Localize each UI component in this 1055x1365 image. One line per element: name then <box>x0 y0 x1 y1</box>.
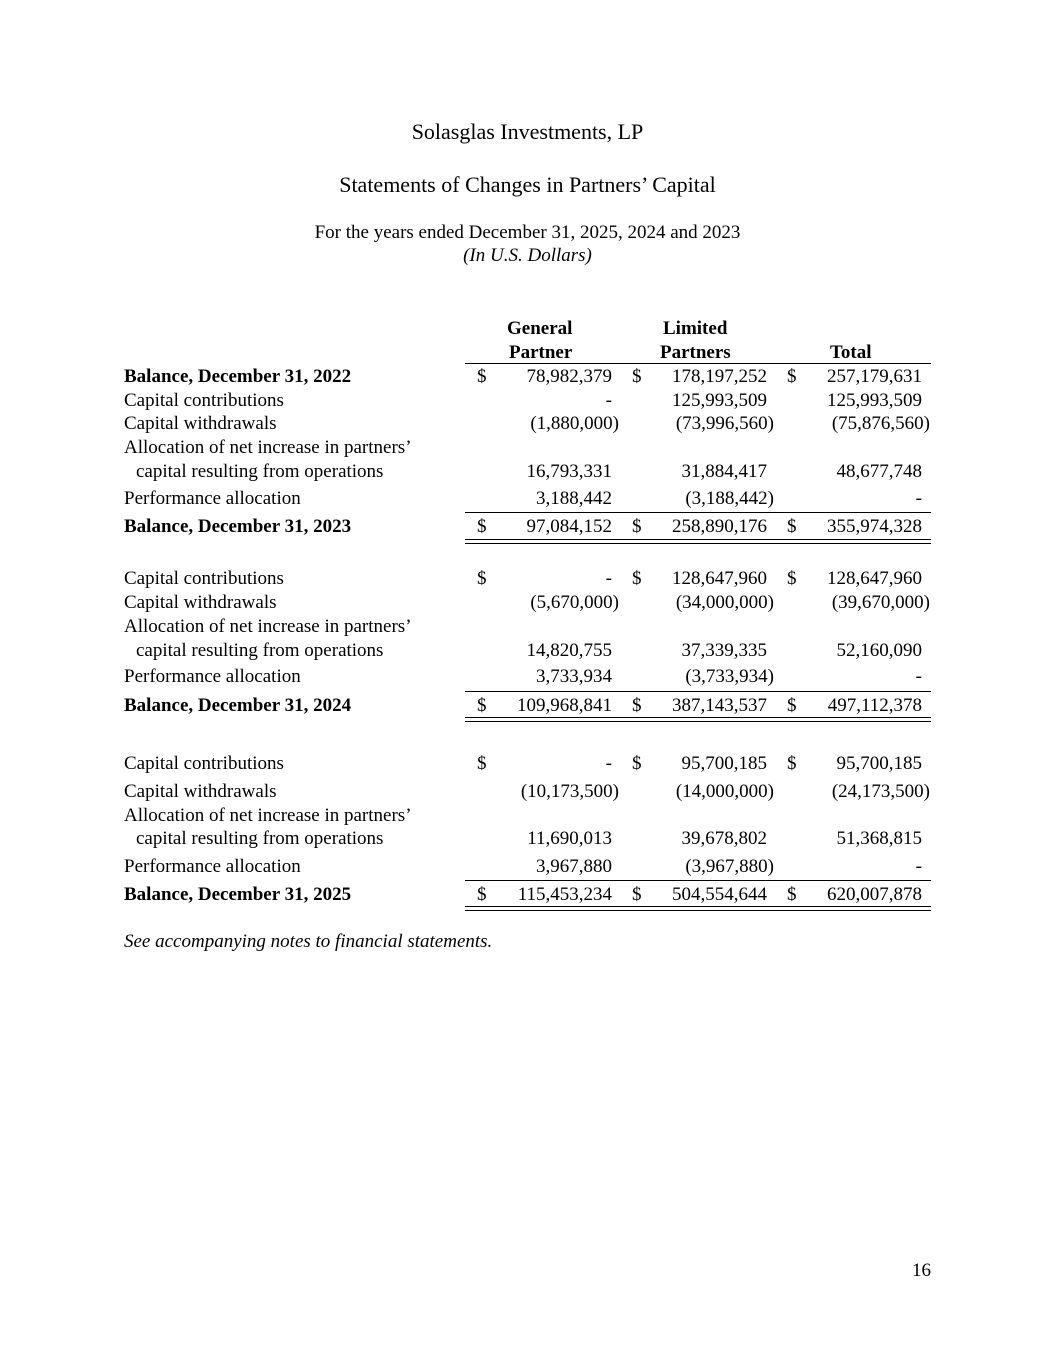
subtotal-rule <box>620 880 775 881</box>
table-row <box>0 616 1055 640</box>
row-label: Balance, December 31, 2022 <box>124 366 352 387</box>
gp-value: 14,820,755 <box>526 640 612 661</box>
dollar-sign: $ <box>632 516 642 537</box>
table-row <box>0 366 1055 390</box>
total-value: 95,700,185 <box>836 753 922 774</box>
lp-value: 387,143,537 <box>672 695 767 716</box>
table-row <box>0 666 1055 690</box>
total-value: 51,368,815 <box>836 828 922 849</box>
total-value: 125,993,509 <box>827 390 922 411</box>
dollar-sign: $ <box>787 568 797 589</box>
table-row <box>0 828 1055 852</box>
lp-value: 258,890,176 <box>672 516 767 537</box>
column-header-lp-2: Partners <box>660 342 731 363</box>
total-value: 257,179,631 <box>827 366 922 387</box>
dollar-sign: $ <box>787 366 797 387</box>
dollar-sign: $ <box>787 753 797 774</box>
dollar-sign: $ <box>632 366 642 387</box>
gp-value: - <box>605 568 612 589</box>
table-row <box>0 640 1055 664</box>
row-label: Balance, December 31, 2025 <box>124 884 352 905</box>
gp-value: 78,982,379 <box>526 366 612 387</box>
gp-value: - <box>605 753 612 774</box>
subtotal-rule <box>775 691 931 692</box>
dollar-sign: $ <box>787 516 797 537</box>
gp-value: (10,173,500) <box>520 781 619 802</box>
total-value: - <box>915 488 922 509</box>
table-row <box>0 856 1055 880</box>
column-header-gp-2: Partner <box>509 342 573 363</box>
table-row <box>0 437 1055 461</box>
lp-value: (14,000,000) <box>675 781 774 802</box>
column-header-gp-1: General <box>507 318 573 339</box>
lp-value: 39,678,802 <box>681 828 767 849</box>
row-label: capital resulting from operations <box>136 640 384 661</box>
total-value: (75,876,560) <box>831 413 930 434</box>
lp-value: 125,993,509 <box>672 390 767 411</box>
total-value: - <box>915 666 922 687</box>
lp-value: 178,197,252 <box>672 366 767 387</box>
header-rule <box>465 363 931 364</box>
table-row <box>0 568 1055 592</box>
dollar-sign: $ <box>632 753 642 774</box>
table-row <box>0 884 1055 908</box>
row-label: Performance allocation <box>124 666 301 687</box>
gp-value: - <box>605 390 612 411</box>
dollar-sign: $ <box>477 516 487 537</box>
total-value: (39,670,000) <box>831 592 930 613</box>
total-double-rule <box>465 539 931 544</box>
row-label: Balance, December 31, 2024 <box>124 695 352 716</box>
lp-value: 128,647,960 <box>672 568 767 589</box>
subtotal-rule <box>465 512 620 513</box>
row-label: Balance, December 31, 2023 <box>124 516 352 537</box>
row-label: Capital contributions <box>124 390 284 411</box>
row-label: capital resulting from operations <box>136 828 384 849</box>
row-label: Performance allocation <box>124 856 301 877</box>
entity-name: Solasglas Investments, LP <box>411 119 644 144</box>
subtotal-rule <box>465 880 620 881</box>
gp-value: 3,967,880 <box>536 856 612 877</box>
gp-value: (5,670,000) <box>530 592 619 613</box>
statement-title: Statements of Changes in Partners’ Capital <box>339 172 716 197</box>
dollar-sign: $ <box>787 884 797 905</box>
gp-value: 115,453,234 <box>517 884 612 905</box>
gp-value: 97,084,152 <box>526 516 612 537</box>
dollar-sign: $ <box>477 568 487 589</box>
row-label: Capital contributions <box>124 568 284 589</box>
gp-value: 109,968,841 <box>517 695 612 716</box>
gp-value: 3,188,442 <box>536 488 612 509</box>
lp-value: (3,188,442) <box>685 488 774 509</box>
table-row <box>0 516 1055 540</box>
lp-value: 95,700,185 <box>681 753 767 774</box>
table-row <box>0 461 1055 485</box>
row-label: Capital contributions <box>124 753 284 774</box>
subtotal-rule <box>620 691 775 692</box>
table-row <box>0 695 1055 719</box>
row-label: Capital withdrawals <box>124 781 277 802</box>
subtotal-rule <box>465 691 620 692</box>
row-label: capital resulting from operations <box>136 461 384 482</box>
currency-units: (In U.S. Dollars) <box>463 245 592 266</box>
footnote: See accompanying notes to financial statements. <box>124 931 493 952</box>
dollar-sign: $ <box>477 753 487 774</box>
gp-value: 3,733,934 <box>536 666 612 687</box>
dollar-sign: $ <box>787 695 797 716</box>
subtotal-rule <box>620 512 775 513</box>
gp-value: 11,690,013 <box>527 828 612 849</box>
table-row <box>0 753 1055 777</box>
table-row <box>0 781 1055 805</box>
total-value: 497,112,378 <box>827 695 922 716</box>
dollar-sign: $ <box>477 695 487 716</box>
lp-value: (3,967,880) <box>685 856 774 877</box>
lp-value: (3,733,934) <box>685 666 774 687</box>
dollar-sign: $ <box>632 695 642 716</box>
page-number: 16 <box>912 1260 931 1281</box>
total-value: 355,974,328 <box>827 516 922 537</box>
dollar-sign: $ <box>632 568 642 589</box>
gp-value: 16,793,331 <box>526 461 612 482</box>
statement-period: For the years ended December 31, 2025, 2024 and 2023 <box>314 222 741 243</box>
total-value: - <box>915 856 922 877</box>
row-label: Capital withdrawals <box>124 413 277 434</box>
lp-value: 31,884,417 <box>681 461 767 482</box>
total-value: 620,007,878 <box>827 884 922 905</box>
row-label: Allocation of net increase in partners’ <box>124 805 412 826</box>
total-value: 52,160,090 <box>836 640 922 661</box>
lp-value: (73,996,560) <box>675 413 774 434</box>
subtotal-rule <box>775 512 931 513</box>
row-label: Performance allocation <box>124 488 301 509</box>
dollar-sign: $ <box>477 884 487 905</box>
table-row <box>0 488 1055 512</box>
subtotal-rule <box>775 880 931 881</box>
total-double-rule <box>465 906 931 911</box>
total-value: 48,677,748 <box>836 461 922 482</box>
lp-value: 37,339,335 <box>681 640 767 661</box>
total-value: 128,647,960 <box>827 568 922 589</box>
row-label: Capital withdrawals <box>124 592 277 613</box>
table-row <box>0 413 1055 437</box>
total-value: (24,173,500) <box>831 781 930 802</box>
table-row <box>0 805 1055 829</box>
table-row <box>0 390 1055 414</box>
lp-value: 504,554,644 <box>672 884 767 905</box>
gp-value: (1,880,000) <box>530 413 619 434</box>
total-double-rule <box>465 717 931 722</box>
lp-value: (34,000,000) <box>675 592 774 613</box>
column-header-total: Total <box>830 342 872 363</box>
row-label: Allocation of net increase in partners’ <box>124 616 412 637</box>
table-row <box>0 592 1055 616</box>
row-label: Allocation of net increase in partners’ <box>124 437 412 458</box>
dollar-sign: $ <box>477 366 487 387</box>
dollar-sign: $ <box>632 884 642 905</box>
column-header-lp-1: Limited <box>663 318 728 339</box>
